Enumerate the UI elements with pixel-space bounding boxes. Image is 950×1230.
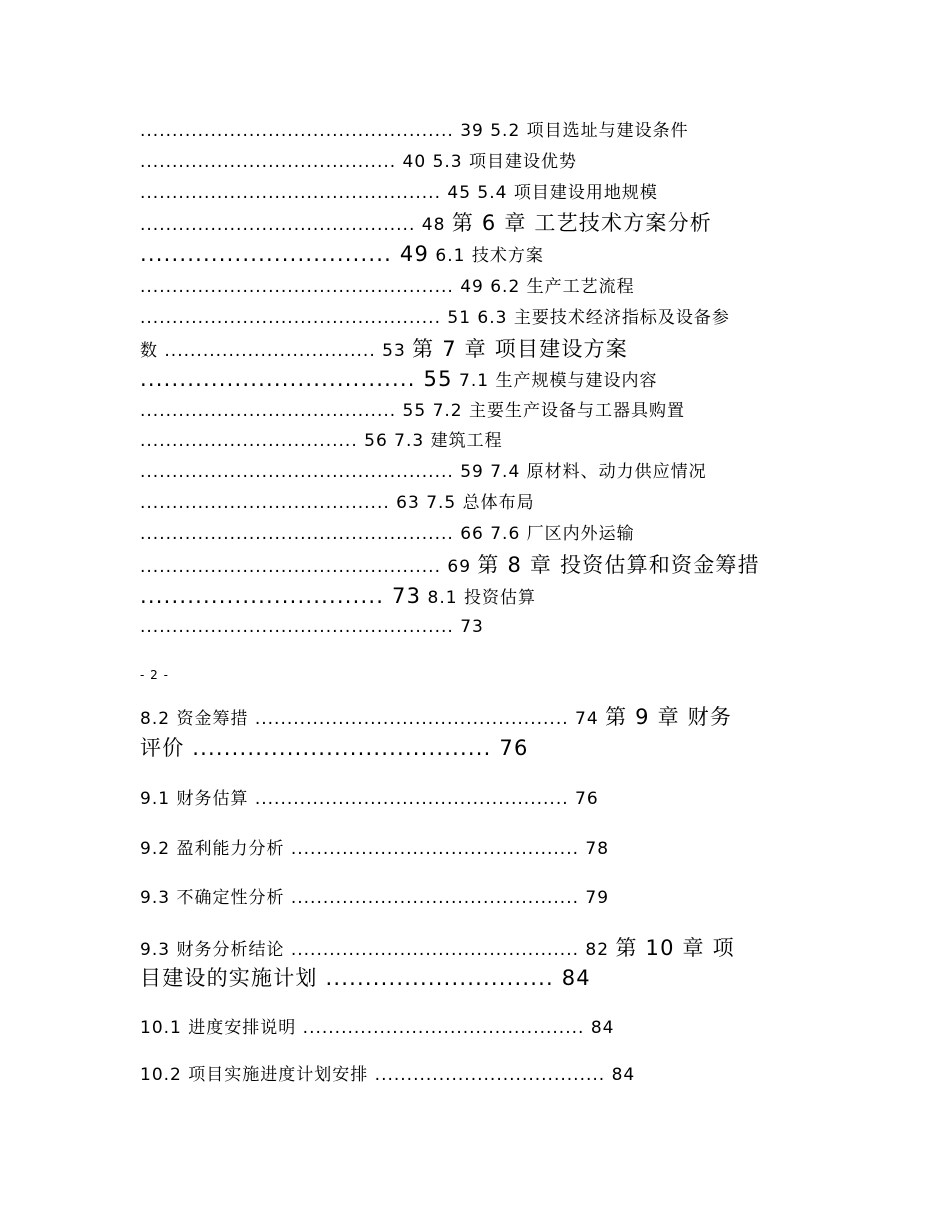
toc-text: 第 9 章 财务 [605,705,733,729]
toc-line [140,182,658,204]
toc-line [140,368,657,392]
toc-line [140,967,591,991]
toc-line [140,523,635,545]
toc-text: ................................................. 39 5.2 项目选址与建设条件 [140,121,689,141]
toc-line [140,400,685,422]
toc-line [140,243,544,267]
toc-text: 9.3 财务分析结论 ............................................. 82 [140,940,616,960]
toc-text: ................................... 55 [140,367,453,391]
toc-text: ........................................ 40 5.3 项目建设优势 [140,152,578,172]
toc-line [140,737,529,761]
toc-text: 第 6 章 工艺技术方案分析 [451,211,712,235]
toc-line [140,1064,635,1086]
toc-text: ................................................. 59 7.4 原材料、动力供应情况 [140,462,707,482]
toc-line [140,307,730,329]
toc-text: 6.1 技术方案 [429,246,544,266]
toc-line [140,338,628,362]
toc-line [140,585,536,609]
toc-text: 8.1 投资估算 [421,588,536,608]
toc-text: 评价 ...................................... 76 [140,736,529,760]
toc-line [140,430,503,452]
toc-text: 9.3 不确定性分析 ............................................. 79 [140,888,610,908]
toc-line [140,276,635,298]
toc-text: 目建设的实施计划 ............................. 84 [140,966,591,990]
toc-text: ........................................... 48 [140,215,452,235]
toc-line [140,212,712,236]
toc-text: 第 7 章 项目建设方案 [412,337,628,361]
toc-line [140,554,760,578]
toc-text: ............................................... 45 5.4 项目建设用地规模 [140,183,658,203]
toc-text: 9.1 财务估算 ................................................. 76 [140,789,599,809]
toc-text: .................................. 56 7.3 建筑工程 [140,431,503,451]
toc-text: 8.2 资金筹措 ................................................. 74 [140,709,606,729]
toc-line [140,838,609,860]
toc-text: ............................................... 51 6.3 主要技术经济指标及设备参 [140,308,730,328]
toc-line [140,706,732,730]
toc-text: ....................................... 63 7.5 总体布局 [140,493,535,513]
toc-text: ............................... 73 [140,584,422,608]
toc-text: 第 8 章 投资估算和资金筹措 [477,553,760,577]
page-number: - 2 - [140,668,169,682]
toc-text: 9.2 盈利能力分析 ............................................. 78 [140,839,610,859]
toc-text: 第 10 章 项 [615,936,735,960]
toc-text: 10.2 项目实施进度计划安排 .................................... 84 [140,1065,636,1085]
toc-line [140,616,484,638]
toc-text: 数 ................................. 53 [140,341,413,361]
toc-line [140,461,707,483]
toc-line [140,937,735,961]
toc-text: ................................................. 49 6.2 生产工艺流程 [140,277,635,297]
toc-text: ............................................... 69 [140,557,478,577]
toc-line [140,492,535,514]
toc-text: 10.1 进度安排说明 ............................................ 84 [140,1018,615,1038]
toc-text: ................................................. 73 [140,617,484,637]
toc-line [140,120,689,142]
toc-text: ................................ 49 [140,242,430,266]
toc-line [140,1017,614,1039]
toc-line [140,887,609,909]
toc-line [140,788,599,810]
toc-text: 7.1 生产规模与建设内容 [452,371,658,391]
toc-text: ........................................ 55 7.2 主要生产设备与工器具购置 [140,401,686,421]
toc-line [140,151,577,173]
toc-text: ................................................. 66 7.6 厂区内外运输 [140,524,635,544]
